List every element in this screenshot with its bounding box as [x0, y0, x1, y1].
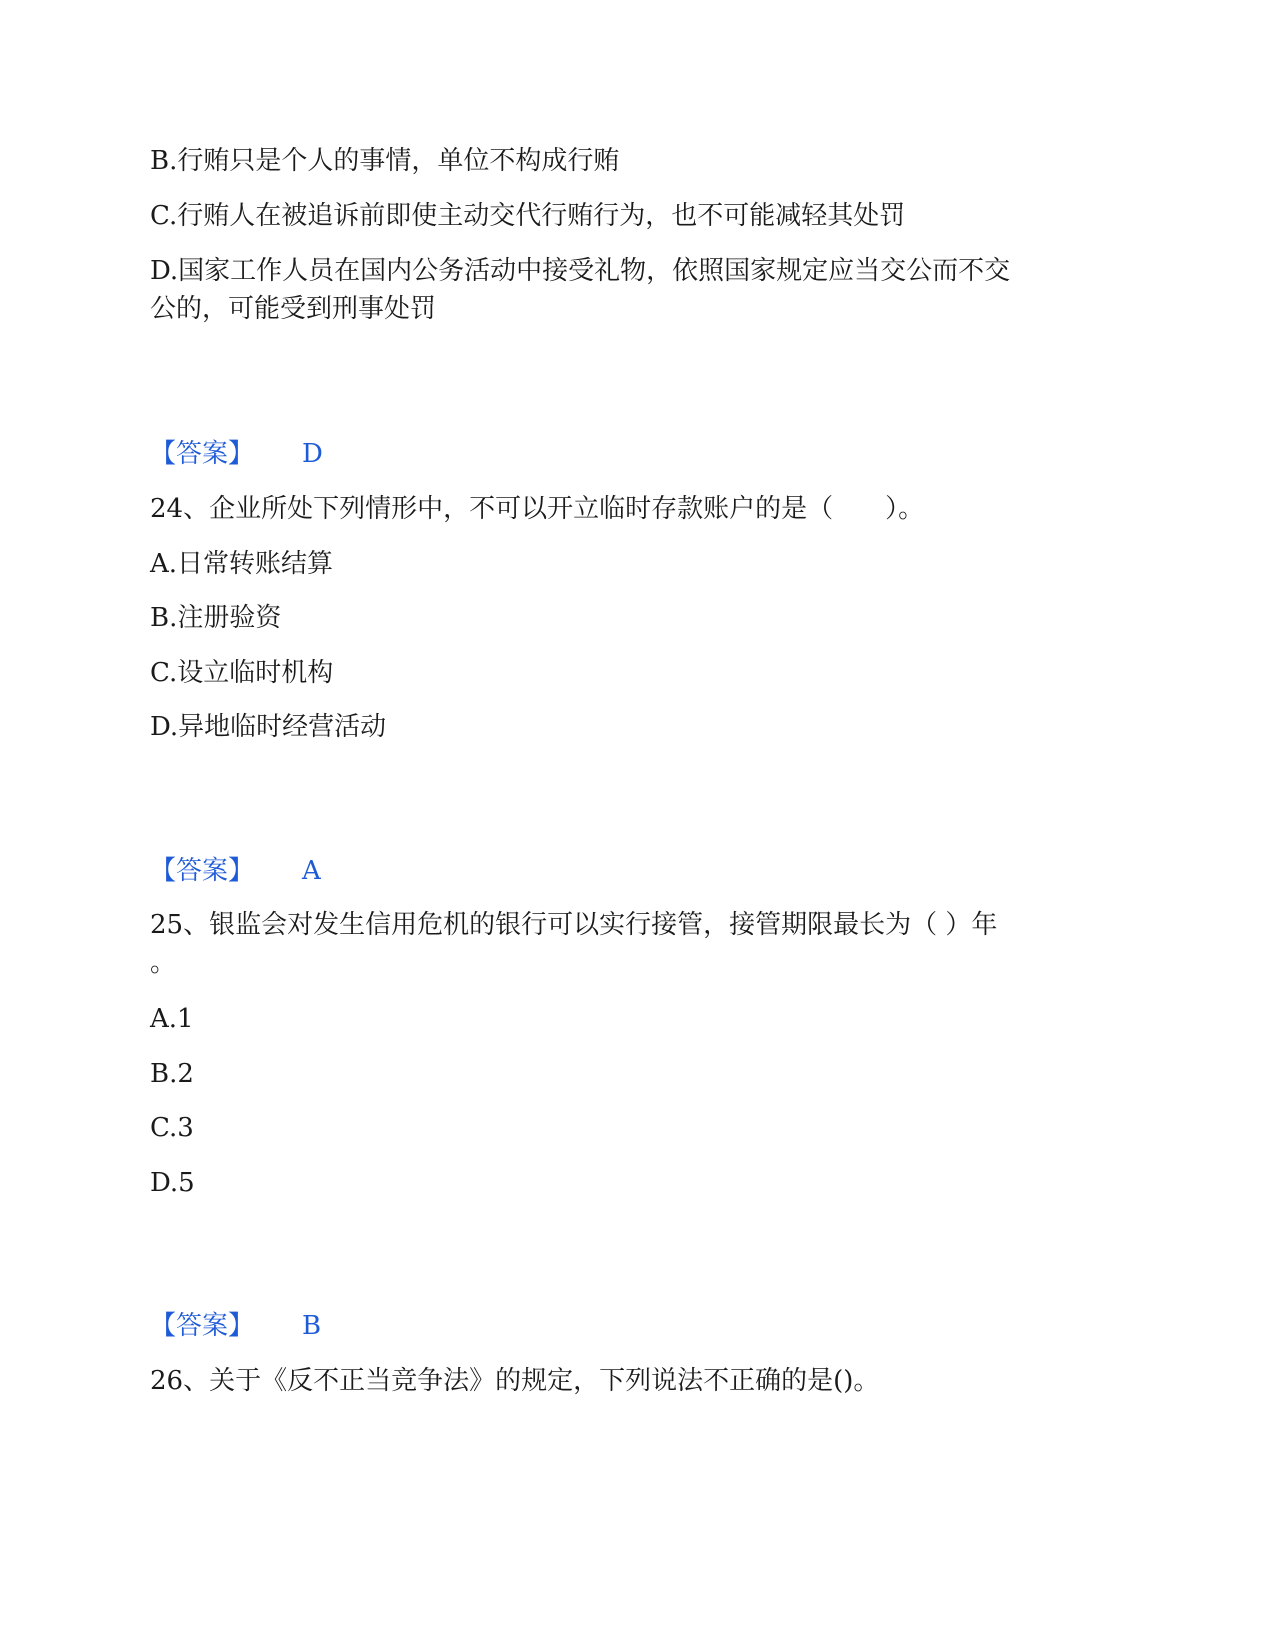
q24-answer	[150, 852, 321, 890]
answer-label: 【答案】	[150, 1311, 255, 1341]
answer-label: 【答案】	[150, 856, 255, 886]
q24-option-b: B.注册验资	[150, 603, 282, 633]
prev-option-c: C.行贿人在被追诉前即使主动交代行贿行为，也不可能减轻其处罚	[150, 201, 906, 231]
q24-option-c: C.设立临时机构	[150, 658, 334, 688]
q25-option-c: C.3	[150, 1113, 194, 1143]
answer-value: D	[302, 439, 323, 469]
q26-stem: 26、关于《反不正当竞争法》的规定，下列说法不正确的是()。	[150, 1366, 880, 1396]
answer-label: 【答案】	[150, 439, 255, 469]
q25-option-a: A.1	[150, 1004, 194, 1034]
q25-answer	[150, 1307, 321, 1345]
answer-value: B	[302, 1311, 322, 1341]
q24-stem: 24、企业所处下列情形中，不可以开立临时存款账户的是（ ）。	[150, 494, 925, 524]
prev-option-d: D.国家工作人员在国内公务活动中接受礼物，依照国家规定应当交公而不交	[150, 256, 1011, 286]
prev-answer	[150, 435, 323, 473]
q25-option-d: D.5	[150, 1168, 195, 1198]
prev-option-b: B.行贿只是个人的事情，单位不构成行贿	[150, 146, 620, 176]
q25-stem: 25、银监会对发生信用危机的银行可以实行接管，接管期限最长为（ ）年	[150, 910, 998, 940]
q25-stem-continued: 。	[150, 948, 177, 978]
q25-option-b: B.2	[150, 1059, 194, 1089]
q24-option-d: D.异地临时经营活动	[150, 712, 387, 742]
prev-option-d-continued: 公的，可能受到刑事处罚	[150, 294, 437, 324]
q24-option-a: A.日常转账结算	[150, 549, 334, 579]
answer-value: A	[302, 856, 321, 886]
